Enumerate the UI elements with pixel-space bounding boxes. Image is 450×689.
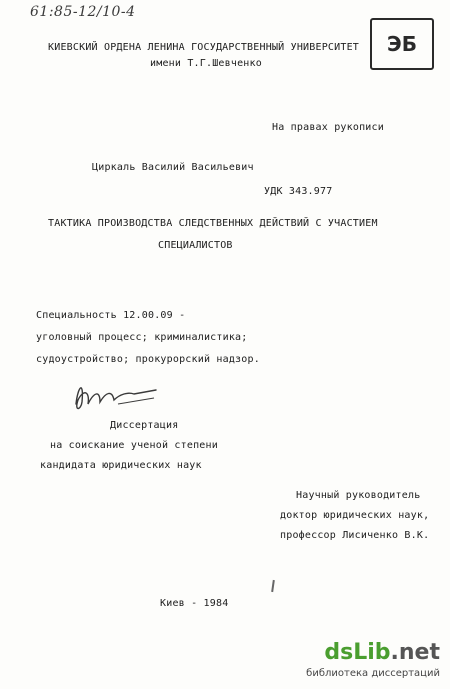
dissertation-title-line2: СПЕЦИАЛИСТОВ: [158, 240, 233, 251]
dissertation-title-line1: ТАКТИКА ПРОИЗВОДСТВА СЛЕДСТВЕННЫХ ДЕЙСТВИЙ С УЧАСТИЕМ: [48, 218, 378, 229]
signature-image: [70, 374, 160, 418]
watermark-subtitle: библиотека диссертаций: [306, 668, 440, 679]
city-year: Киев - 1984: [160, 598, 229, 609]
specialty-line3: судоустройство; прокурорский надзор.: [36, 354, 260, 365]
pencil-mark: [271, 580, 275, 592]
supervisor-name: профессор Лисиченко В.К.: [280, 530, 430, 541]
supervisor-degree: доктор юридических наук,: [280, 510, 430, 521]
author-name: Циркаль Василий Васильевич: [92, 162, 254, 173]
watermark-logo: dsLib.net: [324, 640, 440, 665]
watermark: [308, 638, 448, 686]
library-stamp: ЭБ: [370, 18, 434, 70]
specialty-line1: Специальность 12.00.09 -: [36, 310, 186, 321]
supervisor-label: Научный руководитель: [296, 490, 421, 501]
degree-field: кандидата юридических наук: [40, 460, 202, 471]
udk-code: УДК 343.977: [264, 186, 333, 197]
degree-line: на соискание ученой степени: [50, 440, 218, 451]
dissertation-label: Диссертация: [110, 420, 179, 431]
university-named-after: имени Т.Г.Шевченко: [150, 58, 262, 69]
university-name: КИЕВСКИЙ ОРДЕНА ЛЕНИНА ГОСУДАРСТВЕННЫЙ УНИВЕРСИТЕТ: [48, 42, 360, 53]
rights-note: На правах рукописи: [272, 122, 384, 133]
specialty-line2: уголовный процесс; криминалистика;: [36, 332, 248, 343]
archive-note: 61:85-12/10-4: [30, 4, 136, 20]
